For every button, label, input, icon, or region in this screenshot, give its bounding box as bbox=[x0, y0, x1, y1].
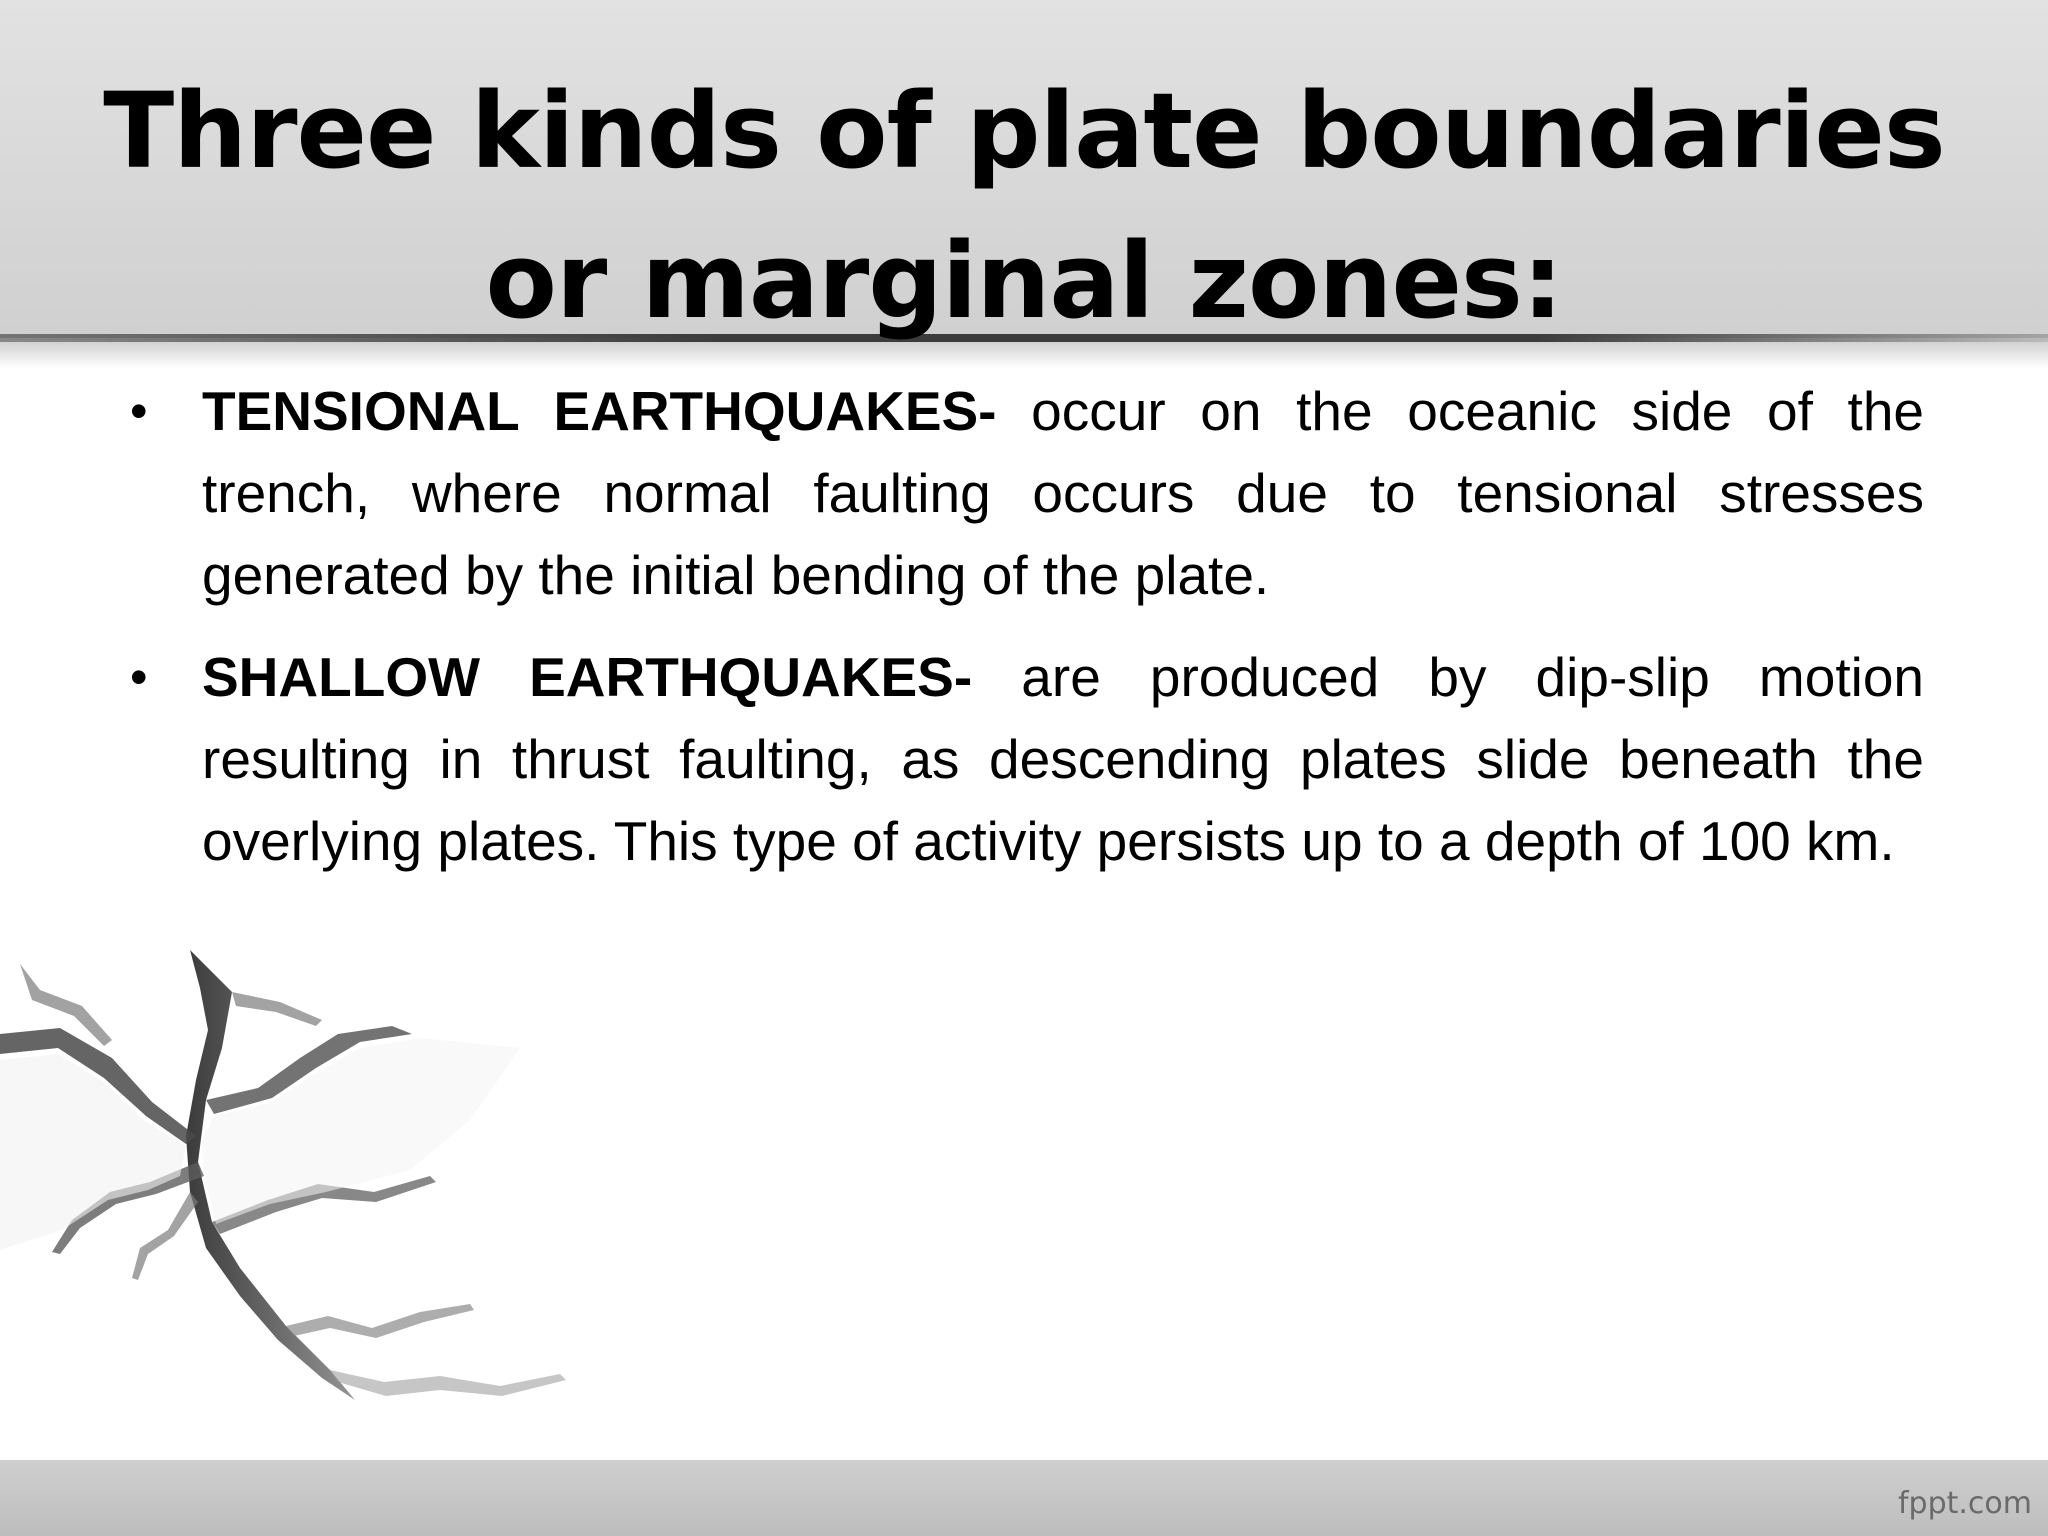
bullet-text: occur on the oceanic side of the trench, where normal faulting occurs due to tensional stresses generated by the initial bending of the plate. bbox=[202, 380, 1925, 606]
bullet-text: are produced by dip-slip motion resulting in thrust faulting, as descending plates slide beneath the overlying plates. This type of activity persists up to a depth of 100 km. bbox=[202, 646, 1924, 872]
bullet-list bbox=[128, 370, 1924, 902]
slide-title: Three kinds of plate boundaries or marginal zones: bbox=[103, 70, 1945, 342]
bullet-term: SHALLOW EARTHQUAKES- bbox=[202, 646, 973, 708]
bullet-item-tensional bbox=[128, 370, 1924, 616]
bullet-icon: • bbox=[130, 649, 148, 705]
footer-band bbox=[0, 1460, 2048, 1536]
bullet-icon: • bbox=[130, 383, 148, 439]
bullet-item-shallow bbox=[128, 636, 1924, 882]
footer-brand-logo: fppt.com bbox=[1897, 1486, 2032, 1521]
bullet-term: TENSIONAL EARTHQUAKES- bbox=[202, 380, 997, 442]
cracked-ground-illustration bbox=[0, 930, 720, 1430]
